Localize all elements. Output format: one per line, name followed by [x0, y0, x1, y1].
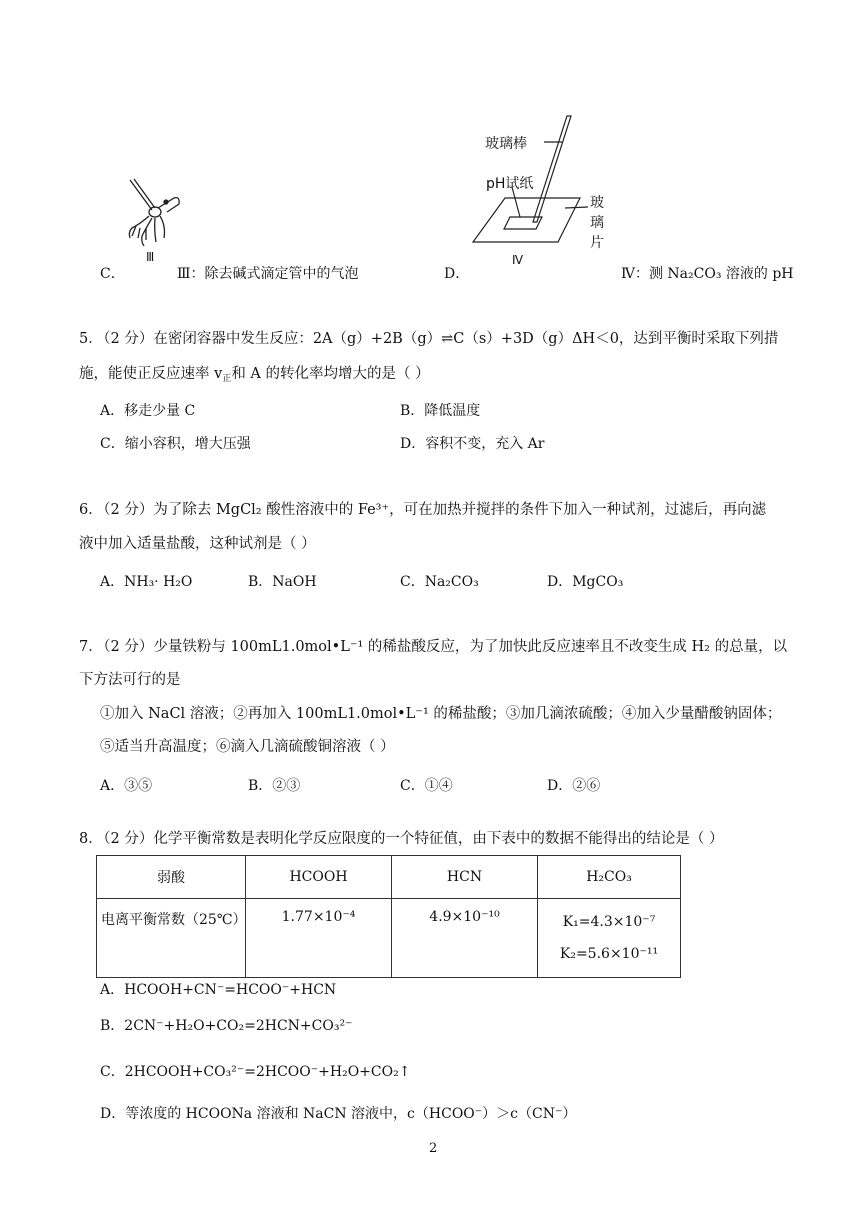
- q5-stem-line1: （2 分）在密闭容器中发生反应：2A（g）+2B（g）⇌C（s）+3D（g）ΔH＜0，达到平衡时采取下列措: [96, 331, 779, 347]
- q4-option-d-label: D．: [444, 266, 470, 282]
- q8-stem-line1: （2 分）化学平衡常数是表明化学反应限度的一个特征值，由下表中的数据不能得出的结论是（ ）: [96, 831, 724, 847]
- q7-stem-line1: （2 分）少量铁粉与 100mL1.0mol•L⁻¹ 的稀盐酸反应，为了加快此反应速率且不改变生成 H₂ 的总量，以: [96, 639, 788, 655]
- q7-option-a[interactable]: A．③⑤: [100, 778, 153, 794]
- q5-option-c[interactable]: C．缩小容积，增大压强: [100, 436, 251, 452]
- figure-iv-label: Ⅳ: [512, 253, 524, 267]
- table-header-hcn: HCN: [392, 856, 538, 899]
- q6-number: 6．: [79, 502, 103, 518]
- glass-slide-label-3: 片: [590, 235, 604, 251]
- q4-option-c-label: C．: [100, 266, 125, 282]
- page-number: 2: [429, 1141, 438, 1156]
- table-header-h2co3: H₂CO₃: [538, 856, 681, 899]
- table-header-acid: 弱酸: [97, 856, 246, 899]
- q6-stem-line1: （2 分）为了除去 MgCl₂ 酸性溶液中的 Fe³⁺，可在加热并搅拌的条件下加入一种试剂，过滤后，再向滤: [96, 502, 767, 518]
- table-cell-h2co3-k: [538, 899, 681, 978]
- q5-number: 5．: [79, 331, 103, 347]
- q8-option-b[interactable]: B．2CN⁻+H₂O+CO₂=2HCN+CO₃²⁻: [100, 1018, 353, 1034]
- q6-option-b[interactable]: B．NaOH: [248, 574, 317, 590]
- ph-paper-label: pH试纸: [486, 176, 534, 192]
- q5-stem-line2-a: 施，能使正反应速率 v: [79, 366, 223, 382]
- figure-iii-label: Ⅲ: [146, 250, 155, 264]
- glass-rod-label: 玻璃棒: [485, 136, 527, 152]
- glass-slide-label-2: 璃: [590, 215, 604, 231]
- table-cell-k1: K₁=4.3×10⁻⁷: [562, 914, 656, 930]
- q4-option-c-text: Ⅲ：除去碱式滴定管中的气泡: [177, 266, 359, 282]
- table-cell-hcn-ka: 4.9×10⁻¹⁰: [392, 899, 538, 978]
- q7-option-b[interactable]: B．②③: [248, 778, 301, 794]
- q6-option-a[interactable]: A．NH₃· H₂O: [100, 574, 193, 590]
- q7-stem-line4: ⑤适当升高温度；⑥滴入几滴硫酸铜溶液（ ）: [100, 739, 395, 755]
- q5-rate-subscript: 正: [222, 374, 232, 384]
- q8-number: 8．: [79, 831, 103, 847]
- q8-option-c[interactable]: C．2HCOOH+CO₃²⁻=2HCOO⁻+H₂O+CO₂↑: [100, 1064, 411, 1080]
- table-cell-hcooh-ka: 1.77×10⁻⁴: [246, 899, 392, 978]
- q7-option-d[interactable]: D．②⑥: [547, 778, 601, 794]
- ionization-constant-table: [96, 855, 681, 978]
- q7-option-c[interactable]: C．①④: [400, 778, 453, 794]
- q7-stem-line3: ①加入 NaCl 溶液；②再加入 100mL1.0mol•L⁻¹ 的稀盐酸；③加几滴浓硫酸；④加入少量醋酸钠固体；: [100, 706, 782, 722]
- q7-number: 7．: [79, 639, 103, 655]
- q6-option-c[interactable]: C．Na₂CO₃: [400, 574, 479, 590]
- q7-stem-line2: 下方法可行的是: [79, 672, 181, 688]
- table-row-label: 电离平衡常数（25℃）: [97, 899, 246, 978]
- burette-bubble-figure: [122, 176, 192, 248]
- table-cell-k2: K₂=5.6×10⁻¹¹: [559, 946, 659, 962]
- q5-option-b[interactable]: B．降低温度: [400, 403, 481, 419]
- q5-option-a[interactable]: A．移走少量 C: [100, 403, 196, 419]
- table-header-hcooh: HCOOH: [246, 856, 392, 899]
- q4-option-d-text: Ⅳ：测 Na₂CO₃ 溶液的 pH: [621, 266, 794, 282]
- q6-stem-line2: 液中加入适量盐酸，这种试剂是（ ）: [79, 536, 316, 552]
- q5-stem-line2: [79, 367, 430, 382]
- q5-option-d[interactable]: D．容积不变，充入 Ar: [400, 436, 545, 452]
- q8-option-a[interactable]: A．HCOOH+CN⁻=HCOO⁻+HCN: [100, 982, 337, 998]
- q5-stem-line2-b: 和 A 的转化率均增大的是（ ）: [231, 366, 430, 382]
- glass-slide-label-1: 玻: [590, 195, 604, 211]
- q8-option-d[interactable]: D．等浓度的 HCOONa 溶液和 NaCN 溶液中，c（HCOO⁻）＞c（CN⁻）: [100, 1106, 577, 1122]
- q6-option-d[interactable]: D．MgCO₃: [547, 574, 624, 590]
